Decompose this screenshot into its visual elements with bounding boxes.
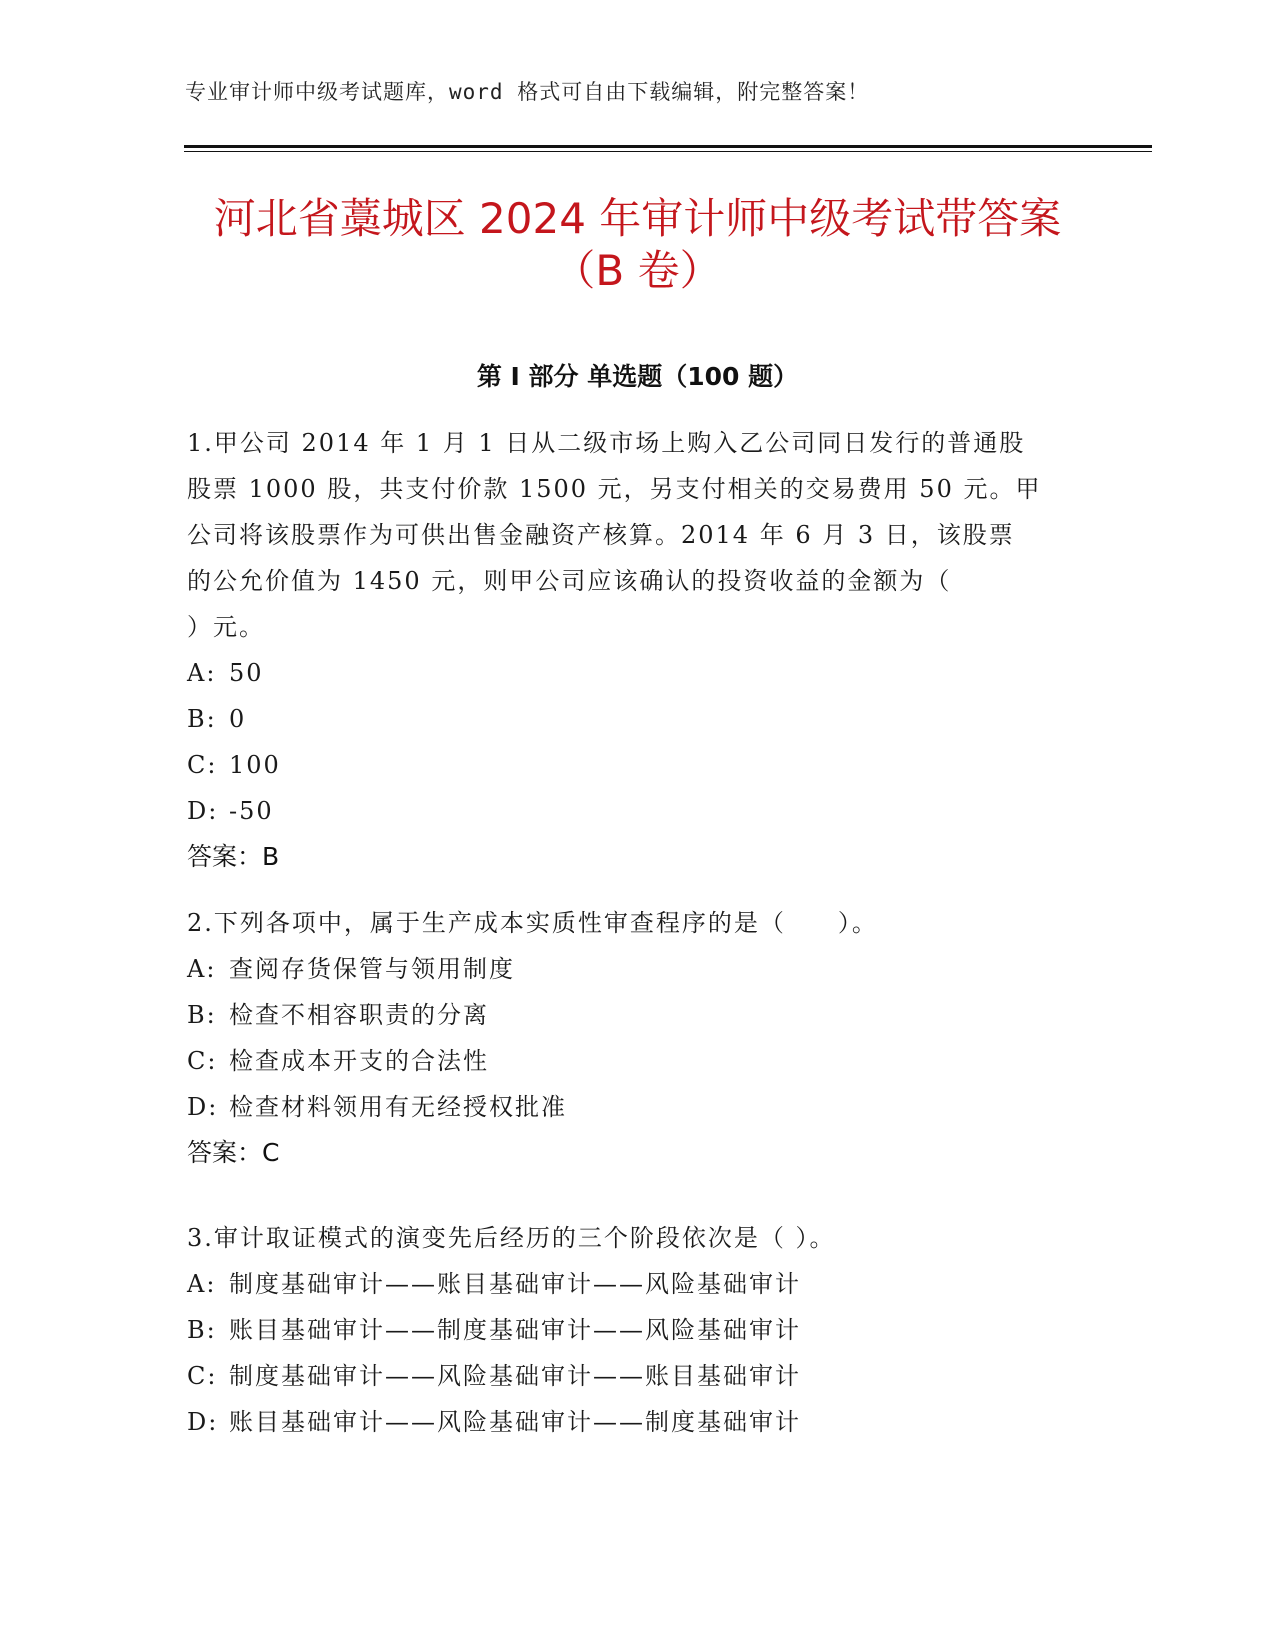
option-text: 检查成本开支的合法性 <box>229 1047 489 1075</box>
question-stem-line: 1.甲公司 2014 年 1 月 1 日从二级市场上购入乙公司同日发行的普通股 <box>187 429 1026 457</box>
header-divider-thick <box>184 145 1152 148</box>
option-text: 查阅存货保管与领用制度 <box>229 955 515 983</box>
option-key: D: <box>187 797 219 825</box>
question-stem-line: 的公允价值为 1450 元，则甲公司应该确认的投资收益的金额为（ <box>187 567 952 595</box>
option-text: -50 <box>229 797 274 825</box>
option-key: B: <box>187 705 217 733</box>
document-title-line1: 河北省藁城区 2024 年审计师中级考试带答案 <box>213 194 1062 243</box>
option-c <box>187 1038 1067 1084</box>
option-text: 检查材料领用有无经授权批准 <box>229 1093 567 1121</box>
option-text: 账目基础审计——风险基础审计——制度基础审计 <box>229 1408 801 1436</box>
option-d <box>187 1399 1067 1445</box>
header-note: 专业审计师中级考试题库，word 格式可自由下载编辑，附完整答案！ <box>185 80 870 104</box>
option-key: B: <box>187 1001 217 1029</box>
option-b <box>187 1307 1067 1353</box>
question-stem-line: 公司将该股票作为可供出售金融资产核算。2014 年 6 月 3 日，该股票 <box>187 521 1015 549</box>
option-key: D: <box>187 1408 219 1436</box>
option-key: C: <box>187 1362 218 1390</box>
option-c <box>187 742 1067 788</box>
option-text: 制度基础审计——账目基础审计——风险基础审计 <box>229 1270 801 1298</box>
option-key: C: <box>187 751 218 779</box>
question-stem-line: 3.审计取证模式的演变先后经历的三个阶段依次是（ ）。 <box>187 1224 836 1252</box>
option-d <box>187 1084 1067 1130</box>
answer-line: 答案：C <box>187 1138 280 1167</box>
option-a <box>187 946 1067 992</box>
option-key: C: <box>187 1047 218 1075</box>
option-b <box>187 696 1067 742</box>
option-key: A: <box>187 955 217 983</box>
option-key: A: <box>187 1270 217 1298</box>
question-stem <box>187 900 1067 946</box>
option-text: 检查不相容职责的分离 <box>229 1001 489 1029</box>
question-stem-line: ）元。 <box>187 613 265 641</box>
question-stem <box>187 420 1067 650</box>
question-block-3 <box>187 1215 1067 1445</box>
question-block-2 <box>187 900 1067 1176</box>
option-text: 0 <box>229 705 247 733</box>
question-stem <box>187 1215 1067 1261</box>
option-a <box>187 650 1067 696</box>
section-title: 第 I 部分 单选题（100 题） <box>476 362 799 391</box>
question-stem-line: 2.下列各项中，属于生产成本实质性审查程序的是（ ）。 <box>187 909 878 937</box>
header-divider-thin <box>184 151 1152 152</box>
option-text: 账目基础审计——制度基础审计——风险基础审计 <box>229 1316 801 1344</box>
option-c <box>187 1353 1067 1399</box>
option-text: 100 <box>229 751 281 779</box>
answer-line: 答案：B <box>187 842 280 871</box>
option-text: 制度基础审计——风险基础审计——账目基础审计 <box>229 1362 801 1390</box>
option-key: B: <box>187 1316 217 1344</box>
document-title <box>110 193 1165 297</box>
option-key: A: <box>187 659 217 687</box>
option-b <box>187 992 1067 1038</box>
option-a <box>187 1261 1067 1307</box>
question-stem-line: 股票 1000 股，共支付价款 1500 元，另支付相关的交易费用 50 元。甲 <box>187 475 1042 503</box>
question-block-1 <box>187 420 1067 880</box>
document-title-line2: （B 卷） <box>553 246 722 295</box>
option-key: D: <box>187 1093 219 1121</box>
option-d <box>187 788 1067 834</box>
option-text: 50 <box>229 659 264 687</box>
